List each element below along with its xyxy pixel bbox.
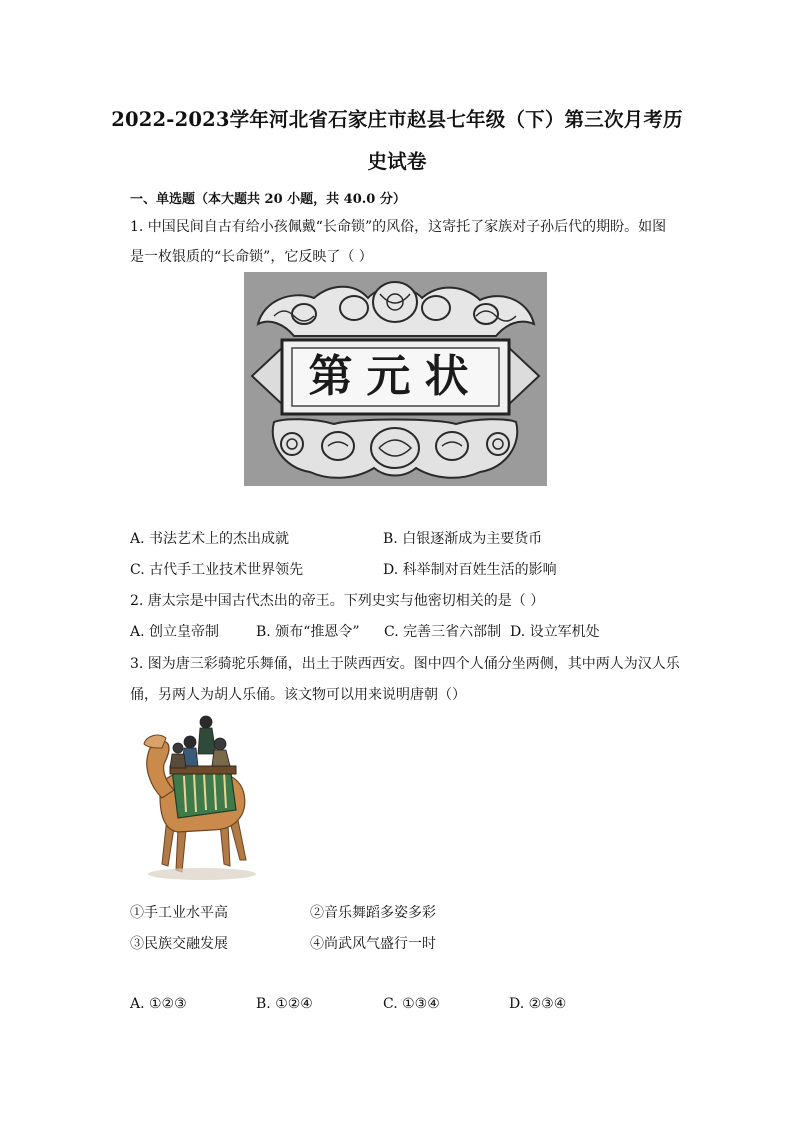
lock-inscription: 状元第 <box>308 351 483 402</box>
q3-option-c[interactable]: C. ①③④ <box>383 996 440 1012</box>
tang-sancai-camel-image <box>132 714 256 890</box>
q1-option-a[interactable]: A. 书法艺术上的杰出成就 <box>130 531 290 547</box>
exam-title-line-1: 2022-2023学年河北省石家庄市赵县七年级（下）第三次月考历 <box>111 108 683 131</box>
q2-option-a[interactable]: A. 创立皇帝制 <box>130 624 220 640</box>
q3-stem-line-1: 3. 图为唐三彩骑驼乐舞俑，出土于陕西西安。图中四个人俑分坐两侧，其中两人为汉人乐 <box>130 656 680 672</box>
longevity-lock-image <box>244 272 547 486</box>
exam-title-line-2: 史试卷 <box>367 150 427 173</box>
camel-figurine-illustration <box>132 714 256 890</box>
q2-option-d[interactable]: D. 设立军机处 <box>510 624 600 640</box>
q1-option-d[interactable]: D. 科举制对百姓生活的影响 <box>383 562 557 578</box>
q2-option-c[interactable]: C. 完善三省六部制 <box>384 624 502 640</box>
q3-option-d[interactable]: D. ②③④ <box>509 996 567 1012</box>
q2-option-b[interactable]: B. 颁布“推恩令” <box>256 624 360 640</box>
q3-stem-line-2: 俑，另两人为胡人乐俑。该文物可以用来说明唐朝（） <box>130 687 466 703</box>
q3-item-1: ①手工业水平高 <box>130 905 228 921</box>
q1-stem-line-1: 1. 中国民间自古有给小孩佩戴“长命锁”的风俗，这寄托了家族对子孙后代的期盼。如图 <box>130 219 667 235</box>
q3-option-b[interactable]: B. ①②④ <box>256 996 313 1012</box>
q1-option-c[interactable]: C. 古代手工业技术世界领先 <box>130 562 304 578</box>
q3-item-3: ③民族交融发展 <box>130 936 228 952</box>
q3-option-a[interactable]: A. ①②③ <box>130 996 187 1012</box>
q3-item-2: ②音乐舞蹈多姿多彩 <box>310 905 436 921</box>
q3-item-4: ④尚武风气盛行一时 <box>310 936 436 952</box>
q1-stem-line-2: 是一枚银质的“长命锁”，它反映了（ ） <box>130 249 373 265</box>
section-heading: 一、单选题（本大题共 20 小题，共 40.0 分） <box>130 192 406 207</box>
q1-option-b[interactable]: B. 白银逐渐成为主要货币 <box>383 531 543 547</box>
q2-stem: 2. 唐太宗是中国古代杰出的帝王。下列史实与他密切相关的是（ ） <box>130 593 545 609</box>
